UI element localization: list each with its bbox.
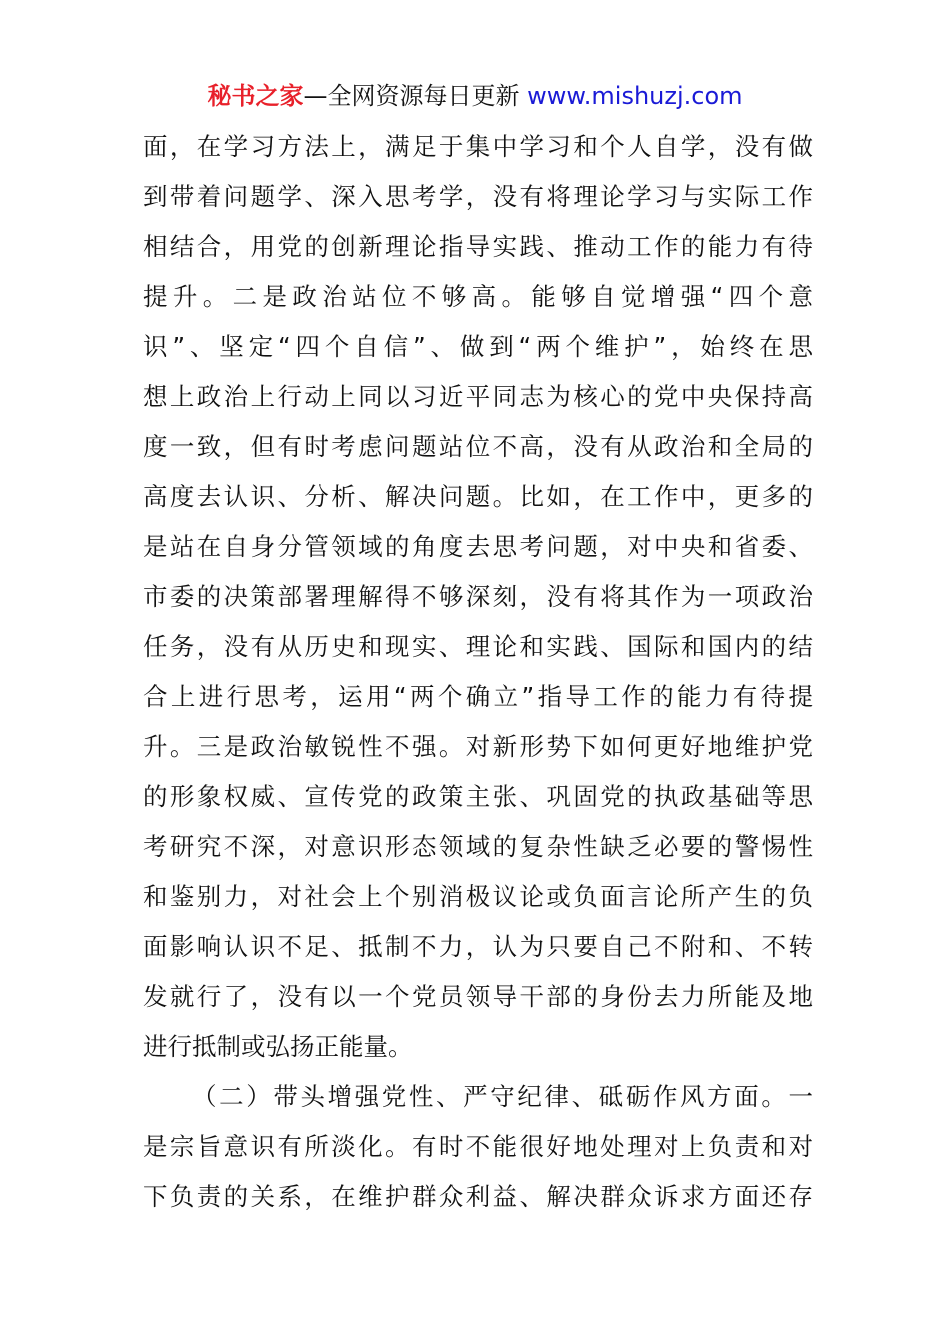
- text-line: 市委的决策部署理解得不够深刻，没有将其作为一项政治: [143, 582, 813, 611]
- document-body: [143, 122, 813, 1222]
- text-line: 到带着问题学、深入思考学，没有将理论学习与实际工作: [143, 182, 813, 211]
- text-line: 想上政治上行动上同以习近平同志为核心的党中央保持高: [143, 382, 813, 411]
- text-line: 升。三是政治敏锐性不强。对新形势下如何更好地维护党: [143, 732, 813, 761]
- text-line: 下负责的关系，在维护群众利益、解决群众诉求方面还存: [143, 1182, 813, 1211]
- text-line: 考研究不深，对意识形态领域的复杂性缺乏必要的警惕性: [143, 832, 813, 861]
- paragraph-end-line: 进行抵制或弘扬正能量。: [143, 1032, 413, 1061]
- site-brand: 秘书之家: [207, 82, 304, 110]
- text-line: 度一致，但有时考虑问题站位不高，没有从政治和全局的: [143, 432, 813, 461]
- text-line: 提升。二是政治站位不够高。能够自觉增强“四个意: [143, 282, 813, 311]
- section-heading-line: （二）带头增强党性、严守纪律、砥砺作风方面。一: [192, 1082, 813, 1111]
- text-line: 是站在自身分管领域的角度去思考问题，对中央和省委、: [143, 532, 813, 561]
- text-line: 合上进行思考，运用“两个确立”指导工作的能力有待提: [143, 682, 813, 711]
- text-line: 的形象权威、宣传党的政策主张、巩固党的执政基础等思: [143, 782, 813, 811]
- text-line: 面，在学习方法上，满足于集中学习和个人自学，没有做: [143, 132, 813, 161]
- text-line: 面影响认识不足、抵制不力，认为只要自己不附和、不转: [143, 932, 813, 961]
- page-header: [0, 80, 950, 112]
- text-line: 发就行了，没有以一个党员领导干部的身份去力所能及地: [143, 982, 813, 1011]
- text-line: 是宗旨意识有所淡化。有时不能很好地处理对上负责和对: [143, 1132, 813, 1161]
- text-line: 任务，没有从历史和现实、理论和实践、国际和国内的结: [143, 632, 813, 661]
- text-line: 识”、坚定“四个自信”、做到“两个维护”，始终在思: [143, 332, 813, 361]
- text-line: 高度去认识、分析、解决问题。比如，在工作中，更多的: [143, 482, 813, 511]
- site-tagline: —全网资源每日更新: [303, 82, 528, 110]
- site-url-link[interactable]: www.mishuzj.com: [527, 82, 743, 110]
- text-line: 和鉴别力，对社会上个别消极议论或负面言论所产生的负: [143, 882, 813, 911]
- text-line: 相结合，用党的创新理论指导实践、推动工作的能力有待: [143, 232, 813, 261]
